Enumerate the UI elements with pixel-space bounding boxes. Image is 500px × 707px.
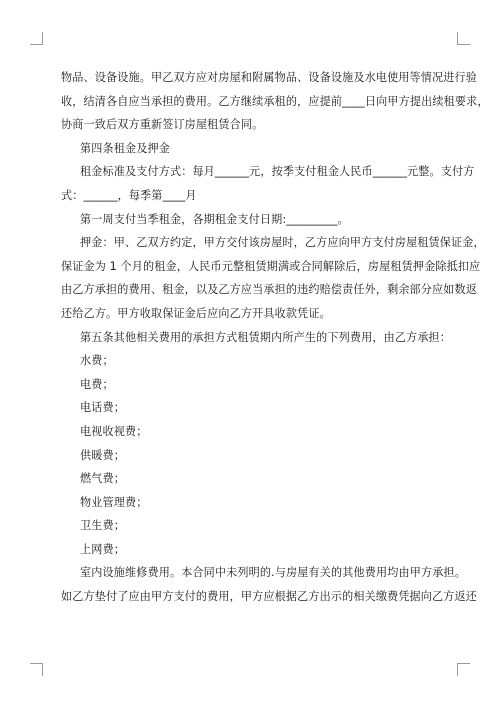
crop-mark-bottom-left (30, 663, 43, 676)
text-line: 由乙方承担的费用、租金，以及乙方应当承担的违约赔偿责任外，剩余部分应如数返 (61, 283, 478, 297)
text-line: 保证金为 1 个月的租金，人民币元整租赁期满或合同解除后，房屋租赁押金除抵扣应 (61, 259, 481, 273)
list-item: 燃气费； (80, 472, 125, 486)
text-line: 押金：甲、乙双方约定，甲方交付该房屋时，乙方应向甲方支付房屋租赁保证金， (80, 236, 485, 250)
text-line: 第一周支付当季租金，各期租金支付日期:_________。 (80, 212, 349, 226)
list-item: 水费； (80, 354, 114, 368)
section-heading: 第四条租金及押金 (80, 141, 170, 155)
section-heading: 第五条其他相关费用的承担方式租赁期内所产生的下列费用，由乙方承担： (80, 330, 452, 344)
crop-mark-bottom-right (457, 663, 470, 676)
crop-mark-top-left (30, 32, 43, 45)
crop-mark-top-right (457, 32, 470, 45)
list-item: 供暖费； (80, 448, 125, 462)
text-line: 式：______，每季第____月 (61, 188, 197, 202)
text-line: 租金标准及支付方式：每月______元，按季支付租金人民币______元整。支付方 (80, 165, 475, 179)
text-line: 收，结清各自应当承担的费用。乙方继续承租的，应提前____日向甲方提出续租要求， (61, 94, 489, 108)
text-line: 如乙方垫付了应由甲方支付的费用，甲方应根据乙方出示的相关缴费凭据向乙方返还 (61, 590, 478, 604)
text-line: 物品、设备设施。甲乙双方应对房屋和附属物品、设备设施及水电使用等情况进行验 (61, 71, 478, 84)
list-item: 电费； (80, 377, 114, 391)
text-line: 协商一致后双方重新签订房屋租赁合同。 (61, 118, 264, 132)
list-item: 上网费； (80, 542, 125, 556)
document-body (61, 66, 489, 609)
list-item: 电视收视费； (80, 424, 148, 438)
text-line: 还给乙方。甲方收取保证金后应向乙方开具收款凭证。 (61, 306, 331, 320)
list-item: 物业管理费； (80, 495, 148, 509)
list-item: 电话费； (80, 401, 125, 415)
list-item: 卫生费； (80, 519, 125, 533)
text-line: 室内设施维修费用。本合同中未列明的.与房屋有关的其他费用均由甲方承担。 (80, 566, 466, 580)
